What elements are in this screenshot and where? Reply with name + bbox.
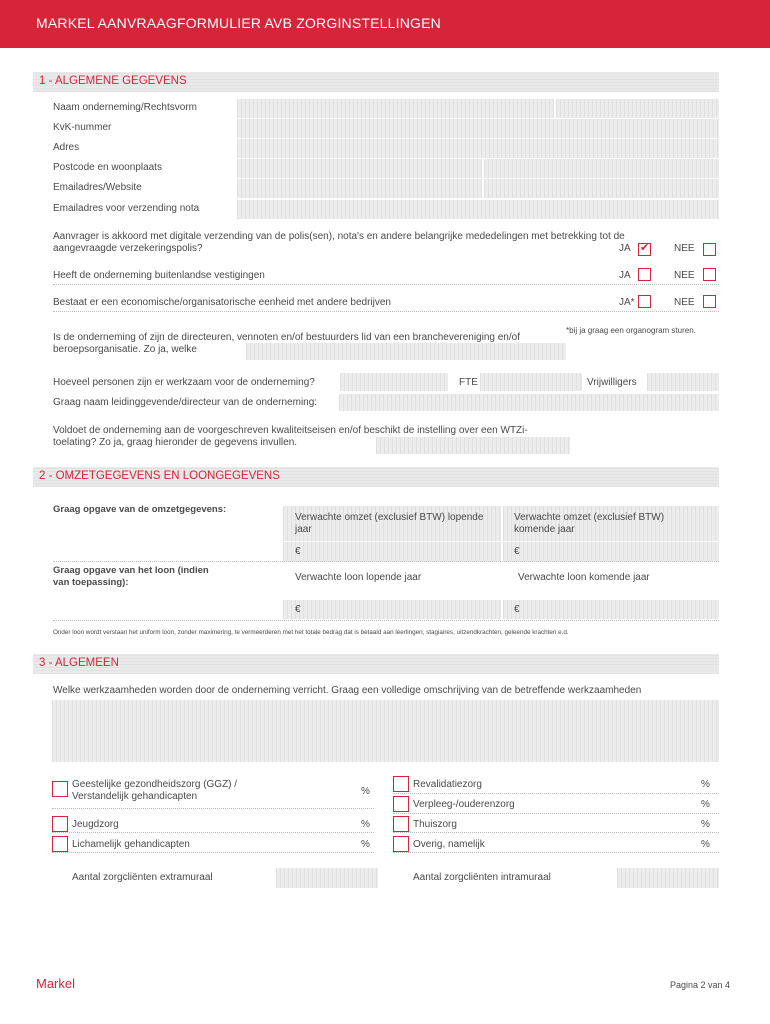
section-2-header bbox=[33, 467, 719, 487]
divider bbox=[393, 793, 719, 794]
omzet-label: Graag opgave van de omzetgegevens: bbox=[53, 504, 227, 515]
adres-field[interactable] bbox=[237, 139, 719, 158]
postcode-field[interactable] bbox=[237, 159, 482, 178]
email-nota-field[interactable] bbox=[237, 200, 719, 219]
form-title: MARKEL AANVRAAGFORMULIER AVB ZORGINSTELLINGEN bbox=[36, 15, 441, 31]
ja-checkbox-buitenland[interactable] bbox=[638, 268, 651, 281]
question-digitaal: Aanvrager is akkoord met digitale verzending van de polis(sen), nota's en andere belangrijke mededelingen met betrekking tot de aangevraagde verzekeringspolis? bbox=[53, 231, 625, 254]
section-2-title: 2 - OMZETGEGEVENS EN LOONGEGEVENS bbox=[39, 470, 280, 482]
ja-label-digitaal: JA bbox=[619, 243, 631, 254]
werkzaamheden-textarea[interactable] bbox=[52, 700, 719, 762]
ja-label-economisch: JA* bbox=[619, 297, 635, 308]
section-1-header bbox=[33, 72, 719, 92]
intramuraal-field[interactable] bbox=[617, 868, 719, 888]
jeugdzorg-pct: % bbox=[361, 819, 370, 830]
section-3-title: 3 - ALGEMEEN bbox=[39, 657, 119, 669]
wtzi-field[interactable] bbox=[376, 437, 570, 454]
verpleeg-label: Verpleeg-/ouderenzorg bbox=[413, 799, 515, 810]
divider bbox=[393, 852, 719, 853]
nee-label-buitenland: NEE bbox=[674, 270, 695, 281]
divider bbox=[53, 284, 719, 285]
overig-pct: % bbox=[701, 839, 710, 850]
loon-komend-field[interactable] bbox=[503, 600, 719, 619]
revalidatie-checkbox[interactable] bbox=[393, 776, 409, 792]
markel-logo: Markel bbox=[36, 976, 76, 991]
question-economisch: Bestaat er een economische/organisatorische eenheid met andere bedrijven bbox=[53, 297, 391, 308]
extramuraal-label: Aantal zorgcliënten extramuraal bbox=[72, 872, 213, 883]
label-kvk: KvK-nummer bbox=[53, 122, 112, 133]
divider bbox=[52, 832, 374, 833]
naam-field[interactable] bbox=[237, 99, 554, 118]
section-3-header bbox=[33, 654, 719, 674]
rechtsvorm-field[interactable] bbox=[556, 99, 719, 118]
nee-checkbox-buitenland[interactable] bbox=[703, 268, 716, 281]
ggz-pct-field[interactable] bbox=[270, 776, 374, 804]
ja-checkbox-digitaal[interactable] bbox=[638, 243, 651, 256]
page-number: Pagina 2 van 4 bbox=[670, 980, 731, 990]
jeugdzorg-label: Jeugdzorg bbox=[72, 819, 119, 830]
verpleeg-pct: % bbox=[701, 799, 710, 810]
form-header bbox=[0, 0, 770, 48]
section-1-title: 1 - ALGEMENE GEGEVENS bbox=[39, 75, 187, 87]
werkzaamheden-intro: Welke werkzaamheden worden door de onderneming verricht. Graag een volledige omschrijving van de betreffende werkzaamheden bbox=[53, 685, 642, 696]
email-field[interactable] bbox=[237, 179, 482, 198]
divider bbox=[393, 832, 719, 833]
nee-checkbox-economisch[interactable] bbox=[703, 295, 716, 308]
loon-label: Graag opgave van het loon (indien van toepassing): bbox=[53, 565, 209, 588]
question-leiding: Graag naam leidinggevende/directeur van de onderneming: bbox=[53, 397, 318, 408]
fte-label: FTE bbox=[459, 377, 478, 388]
jeugdzorg-checkbox[interactable] bbox=[52, 816, 68, 832]
ggz-checkbox[interactable] bbox=[52, 781, 68, 797]
woonplaats-field[interactable] bbox=[484, 159, 719, 178]
omzet-lopend-label: Verwachte omzet (exclusief BTW) lopende jaar bbox=[295, 512, 484, 535]
ggz-label: Geestelijke gezondheidszorg (GGZ) / Verstandelijk gehandicapten bbox=[72, 779, 238, 802]
branche-field[interactable] bbox=[246, 343, 566, 360]
label-postcode: Postcode en woonplaats bbox=[53, 162, 162, 173]
revalidatie-label: Revalidatiezorg bbox=[413, 779, 482, 790]
lichamelijk-checkbox[interactable] bbox=[52, 836, 68, 852]
footnote: *bij ja graag een organogram sturen. bbox=[566, 326, 696, 335]
loon-komend-label: Verwachte loon komende jaar bbox=[518, 572, 650, 583]
nee-checkbox-digitaal[interactable] bbox=[703, 243, 716, 256]
loon-lopend-field[interactable] bbox=[283, 600, 501, 619]
ja-label-buitenland: JA bbox=[619, 270, 631, 281]
question-branche: Is de onderneming of zijn de directeuren, vennoten en/of bestuurders lid van een branchevereniging en/of beroepsorganisatie. Zo ja, welke bbox=[53, 332, 520, 355]
omzet-komend-label: Verwachte omzet (exclusief BTW) komende jaar bbox=[514, 512, 665, 535]
verpleeg-checkbox[interactable] bbox=[393, 796, 409, 812]
divider bbox=[393, 813, 719, 814]
euro-sign: € bbox=[295, 546, 301, 557]
loon-lopend-label: Verwachte loon lopende jaar bbox=[295, 572, 422, 583]
label-naam: Naam onderneming/Rechtsvorm bbox=[53, 102, 197, 113]
omzet-lopend-field[interactable] bbox=[283, 542, 501, 561]
nee-label-economisch: NEE bbox=[674, 297, 695, 308]
fte-field[interactable] bbox=[480, 373, 582, 391]
vrijwilligers-label: Vrijwilligers bbox=[587, 377, 637, 388]
euro-sign: € bbox=[295, 604, 301, 615]
nee-label-digitaal: NEE bbox=[674, 243, 695, 254]
ggz-pct: % bbox=[361, 786, 370, 797]
lichamelijk-label: Lichamelijk gehandicapten bbox=[72, 839, 190, 850]
label-email-nota: Emailadres voor verzending nota bbox=[53, 203, 200, 214]
question-buitenland: Heeft de onderneming buitenlandse vestigingen bbox=[53, 270, 265, 281]
label-email: Emailadres/Website bbox=[53, 182, 142, 193]
overig-checkbox[interactable] bbox=[393, 836, 409, 852]
leiding-field[interactable] bbox=[339, 394, 719, 411]
thuiszorg-checkbox[interactable] bbox=[393, 816, 409, 832]
vrijwilligers-field[interactable] bbox=[647, 373, 719, 391]
website-field[interactable] bbox=[484, 179, 719, 198]
question-personen: Hoeveel personen zijn er werkzaam voor de onderneming? bbox=[53, 377, 315, 388]
omzet-komend-field[interactable] bbox=[503, 542, 719, 561]
check-icon: ✔ bbox=[640, 242, 650, 254]
kvk-field[interactable] bbox=[237, 119, 719, 138]
divider bbox=[52, 808, 374, 809]
euro-sign: € bbox=[514, 604, 520, 615]
divider bbox=[53, 620, 719, 621]
euro-sign: € bbox=[514, 546, 520, 557]
intramuraal-label: Aantal zorgcliënten intramuraal bbox=[413, 872, 551, 883]
thuiszorg-label: Thuiszorg bbox=[413, 819, 457, 830]
divider bbox=[53, 311, 719, 312]
ja-checkbox-economisch[interactable] bbox=[638, 295, 651, 308]
divider bbox=[52, 852, 374, 853]
loon-note: Onder loon wordt verstaan het uniform loon, zonder maximering, te vermeerderen met het totale bedrag dat is betaald aan leerlingen, stagiaires, uitzendkrachten, geleende krachten e.d. bbox=[53, 629, 569, 636]
personen-field[interactable] bbox=[340, 373, 448, 391]
label-adres: Adres bbox=[53, 142, 80, 153]
extramuraal-field[interactable] bbox=[276, 868, 378, 888]
question-wtzi: Voldoet de onderneming aan de voorgeschreven kwaliteitseisen en/of beschikt de instelling over een WTZi-toelating? Zo ja, graag hieronder de gegevens invullen. bbox=[53, 425, 528, 448]
overig-label: Overig, namelijk bbox=[413, 839, 485, 850]
revalidatie-pct: % bbox=[701, 779, 710, 790]
lichamelijk-pct: % bbox=[361, 839, 370, 850]
divider bbox=[53, 561, 719, 562]
thuiszorg-pct: % bbox=[701, 819, 710, 830]
